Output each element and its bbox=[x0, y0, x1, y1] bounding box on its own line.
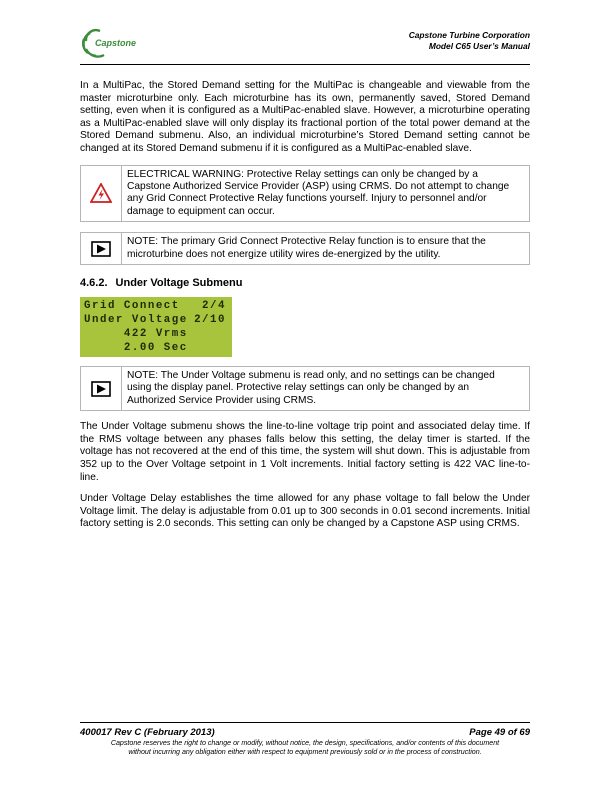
note-arrow-icon bbox=[81, 233, 122, 264]
note-text-primary-function: NOTE: The primary Grid Connect Protective Relay function is to ensure that the microturbine does not energize utility wires de-energized by the utility. bbox=[127, 236, 486, 260]
under-voltage-description: The Under Voltage submenu shows the line-to-line voltage trip point and associated delay time. If the RMS voltage between any phases falls below this setting, the delay timer is started. If the voltage has not recovered at the end of this time, the system will shut down. This is adjustable from 352 up to the Over Voltage setpoint in 1 Volt increments. Initial factory setting is 422 VAC line-to-line. bbox=[80, 421, 530, 483]
page-body bbox=[80, 80, 530, 540]
electrical-warning-box bbox=[80, 165, 530, 223]
footer-divider bbox=[80, 722, 530, 723]
capstone-logo bbox=[80, 27, 160, 59]
note-arrow-icon bbox=[81, 367, 122, 410]
under-voltage-delay-description: Under Voltage Delay establishes the time allowed for any phase voltage to fall below the Under Voltage limit. The delay is adjustable from 0.01 up to 300 seconds in 0.01 second increments. Initial factory setting is 2.0 seconds. This setting can only be changed by a Capstone ASP using CRMS. bbox=[80, 493, 530, 530]
section-title: Under Voltage Submenu bbox=[115, 277, 243, 289]
lcd-row: Under Voltage 2/10 bbox=[84, 314, 226, 326]
company-name: Capstone Turbine Corporation bbox=[408, 30, 530, 40]
warning-icon bbox=[81, 166, 122, 222]
lcd-row: 422 Vrms bbox=[84, 328, 188, 340]
page-number: Page 49 of 69 bbox=[469, 727, 530, 738]
section-heading bbox=[80, 277, 530, 289]
footer-disclaimer: Capstone reserves the right to change or modify, without notice, the design, specifications, and/or contents of this document without incurring any obligation either with respect to equipment previously sold or in the process of construction. bbox=[110, 739, 500, 756]
lcd-row: Grid Connect 2/4 bbox=[84, 300, 226, 312]
note-box-primary-function bbox=[80, 232, 530, 265]
lcd-row: 2.00 Sec bbox=[84, 342, 188, 354]
document-id: 400017 Rev C (February 2013) bbox=[80, 727, 215, 738]
warning-text: ELECTRICAL WARNING: Protective Relay settings can only be changed by a Capstone Authorized Service Provider (ASP) using CRMS. Do not attempt to change any Grid Connect Protective Relay functions yourself. Injury to personnel and/or damage to equipment can occur. bbox=[127, 168, 510, 217]
page-header bbox=[409, 30, 530, 52]
manual-title: Model C65 User’s Manual bbox=[428, 41, 530, 51]
note-text-read-only: NOTE: The Under Voltage submenu is read only, and no settings can be changed using the display panel. Protective relay settings can only be changed by an Authorized Service Provider using CRMS. bbox=[127, 370, 495, 406]
logo-text: Capstone bbox=[95, 38, 137, 48]
note-box-read-only bbox=[80, 366, 530, 411]
section-number: 4.6.2. bbox=[80, 277, 108, 289]
header-divider bbox=[80, 64, 530, 65]
lcd-display-panel bbox=[80, 297, 232, 357]
intro-paragraph: In a MultiPac, the Stored Demand setting for the MultiPac is changeable and viewable from the master microturbine only. Each microturbine has its own, permanently saved, Stored Demand setting, even when it is configured as a MultiPac-enabled slave. However, a microturbine operating as a MultiPac-enabled slave will only display its fractional portion of the total power demand at the Stored Demand submenu. Also, an individual microturbine’s Stored Demand setting cannot be changed at its Stored Demand submenu if it is configured as a MultiPac-enabled slave. bbox=[80, 80, 531, 154]
